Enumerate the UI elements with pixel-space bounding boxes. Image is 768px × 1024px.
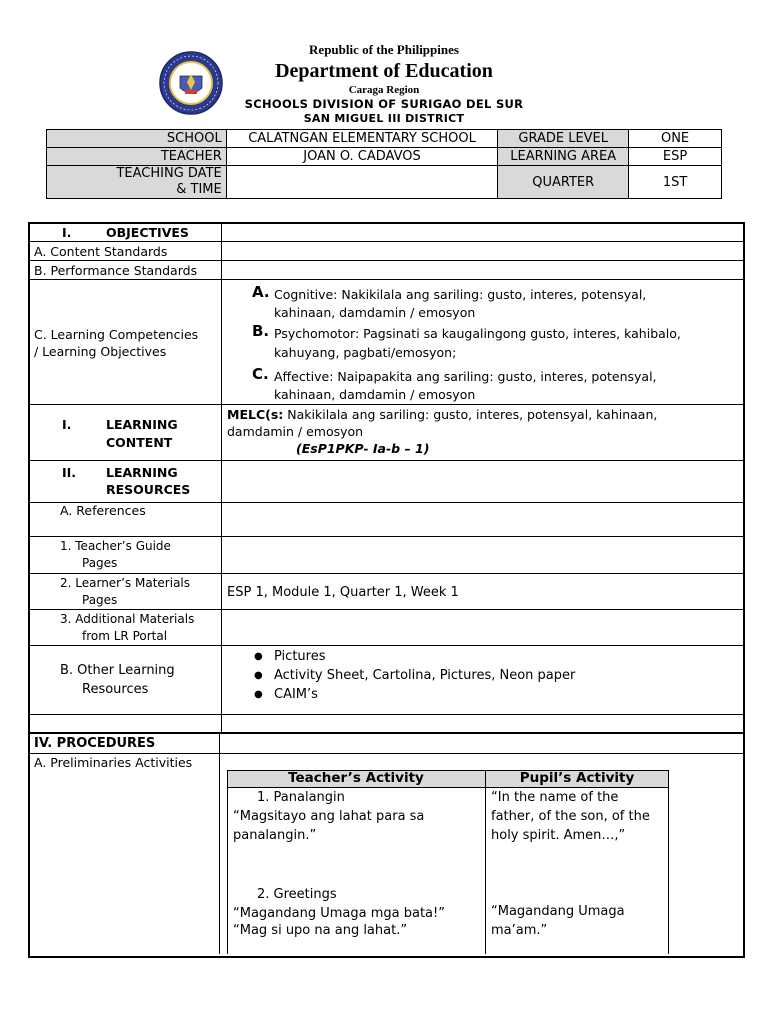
teachers-guide-label-2: Pages — [82, 556, 118, 570]
teacher-step-2: 2. Greetings — [257, 887, 337, 902]
other-resources-label-2: Resources — [82, 682, 149, 697]
resource-item: CAIM’s — [274, 687, 318, 702]
references-label: A. References — [60, 503, 146, 518]
pupil-line: father, of the son, of the — [491, 809, 650, 824]
teaching-date-label-2: & TIME — [176, 182, 222, 197]
region-line: Caraga Region — [348, 84, 420, 96]
school-value: CALATNGAN ELEMENTARY SCHOOL — [226, 130, 498, 148]
competency-b-letter: B. — [252, 322, 270, 340]
teacher-line: “Mag si upo na ang lahat.” — [233, 923, 408, 938]
learners-materials-label-1: 2. Learner’s Materials — [60, 576, 191, 590]
procedures-heading: IV. PROCEDURES — [34, 736, 156, 751]
learning-content-number: I. — [62, 417, 72, 432]
column-divider-upper — [221, 224, 222, 734]
pupil-line: holy spirit. Amen…,” — [491, 828, 626, 843]
pupil-line: “Magandang Umaga — [491, 904, 625, 919]
teacher-activity-header: Teacher’s Activity — [288, 770, 424, 786]
competency-a-letter: A. — [252, 283, 270, 301]
preliminaries-label: A. Preliminaries Activities — [34, 755, 193, 770]
melc-line-2: damdamin / emosyon — [227, 424, 364, 439]
teacher-line: panalangin.” — [233, 828, 317, 843]
row-line — [30, 460, 743, 461]
teaching-date-label — [47, 166, 227, 199]
content-standards-label: A. Content Standards — [34, 244, 168, 259]
learning-area-value: ESP — [629, 148, 722, 166]
melc-label: MELC(s: — [227, 407, 284, 422]
learning-content-heading-2: CONTENT — [106, 435, 173, 450]
school-info-table — [46, 129, 722, 199]
row-line — [30, 573, 743, 574]
melc-code: (EsP1PKP- Ia-b – 1) — [296, 441, 430, 456]
row-line — [30, 260, 743, 261]
teaching-date-value — [226, 166, 498, 199]
teachers-guide-label-1: 1. Teacher’s Guide — [60, 539, 171, 553]
teacher-step-1: 1. Panalangin — [257, 790, 345, 805]
pupil-activity-header: Pupil’s Activity — [519, 770, 635, 786]
column-divider-lower — [219, 732, 220, 954]
teacher-line: “Magsitayo ang lahat para sa — [233, 809, 425, 824]
competency-c-line-2: kahinaan, damdamin / emosyon — [274, 387, 476, 402]
additional-materials-label-2: from LR Portal — [82, 629, 168, 643]
bullet-icon: ● — [254, 689, 263, 700]
melc-text: Nakikilala ang sariling: gusto, interes, potensyal, kahinaan, — [283, 407, 658, 422]
competency-b-line-2: kahuyang, pagbati/emosyon; — [274, 345, 457, 360]
resource-item: Activity Sheet, Cartolina, Pictures, Neon paper — [274, 668, 576, 683]
competencies-label-2: / Learning Objectives — [34, 344, 167, 359]
other-resources-label-1: B. Other Learning — [60, 663, 175, 678]
teaching-date-label-1: TEACHING DATE — [116, 166, 222, 181]
objectives-number: I. — [62, 225, 72, 240]
learners-materials-value: ESP 1, Module 1, Quarter 1, Week 1 — [227, 585, 459, 600]
pupil-line: “In the name of the — [491, 790, 619, 805]
teacher-value: JOAN O. CADAVOS — [226, 148, 498, 166]
melc-line-1 — [227, 406, 737, 423]
learners-materials-label-2: Pages — [82, 593, 118, 607]
learning-resources-heading-1: LEARNING — [106, 465, 178, 480]
activity-divider — [485, 770, 486, 954]
row-line — [30, 404, 743, 405]
teacher-line: “Magandang Umaga mga bata!” — [233, 906, 445, 921]
quarter-label: QUARTER — [498, 166, 629, 199]
additional-materials-label-1: 3. Additional Materials — [60, 612, 195, 626]
row-line-thick — [30, 732, 743, 734]
competencies-label-1: C. Learning Competencies — [34, 327, 199, 342]
row-line — [30, 645, 743, 646]
row-line — [30, 609, 743, 610]
competency-c-letter: C. — [252, 365, 269, 383]
row-line — [30, 279, 743, 280]
school-label: SCHOOL — [47, 130, 227, 148]
pupil-line: ma’am.” — [491, 923, 548, 938]
bullet-icon: ● — [254, 670, 263, 681]
teacher-label: TEACHER — [47, 148, 227, 166]
performance-standards-label: B. Performance Standards — [34, 263, 198, 278]
district-line: SAN MIGUEL III DISTRICT — [303, 112, 465, 125]
department-title: Department of Education — [275, 60, 493, 82]
activity-table — [227, 770, 669, 954]
republic-line: Republic of the Philippines — [309, 42, 459, 57]
grade-level-label: GRADE LEVEL — [498, 130, 629, 148]
learning-content-heading-1: LEARNING — [106, 417, 178, 432]
competency-a-line-1: Cognitive: Nakikilala ang sariling: gusto, interes, potensyal, — [274, 287, 647, 302]
bullet-icon: ● — [254, 651, 263, 662]
row-line — [30, 241, 743, 242]
objectives-heading: OBJECTIVES — [106, 225, 189, 240]
division-line: SCHOOLS DIVISION OF SURIGAO DEL SUR — [244, 97, 524, 111]
competency-a-line-2: kahinaan, damdamin / emosyon — [274, 305, 476, 320]
row-line — [30, 714, 743, 715]
competency-c-line-1: Affective: Naipapakita ang sariling: gusto, interes, potensyal, — [274, 369, 657, 384]
quarter-value: 1ST — [629, 166, 722, 199]
competency-b-line-1: Psychomotor: Pagsinati sa kaugalingong gusto, interes, kahibalo, — [274, 326, 681, 341]
learning-resources-number: II. — [62, 465, 77, 480]
learning-resources-heading-2: RESOURCES — [106, 482, 191, 497]
row-line — [30, 536, 743, 537]
resource-item: Pictures — [274, 649, 326, 664]
grade-level-value: ONE — [629, 130, 722, 148]
learning-area-label: LEARNING AREA — [498, 148, 629, 166]
